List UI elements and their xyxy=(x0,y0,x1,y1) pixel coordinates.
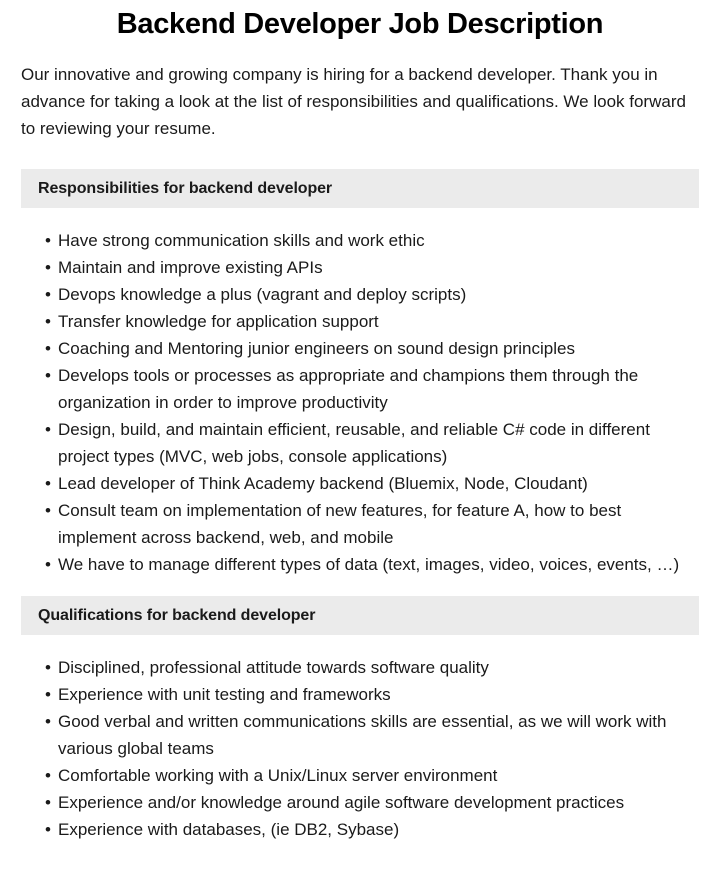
list-item-label: Have strong communication skills and work ethic xyxy=(58,231,425,250)
bullet-icon: • xyxy=(45,685,51,704)
list-item-label: Coaching and Mentoring junior engineers on sound design principles xyxy=(58,339,575,358)
bullet-icon: • xyxy=(45,474,51,493)
list-item-label: Experience with databases, (ie DB2, Sybase) xyxy=(58,820,400,839)
list-item-label: Experience with unit testing and frameworks xyxy=(58,685,391,704)
list-item xyxy=(21,281,699,308)
list-item-label: Consult team on implementation of new features, for feature A, how to best implement across backend, web, and mobile xyxy=(58,501,622,547)
section-responsibilities xyxy=(21,169,699,578)
bullet-icon: • xyxy=(45,555,51,574)
list-item-label: Transfer knowledge for application support xyxy=(58,312,379,331)
bullet-icon: • xyxy=(45,793,51,812)
bullet-icon: • xyxy=(45,231,51,250)
bullet-icon: • xyxy=(45,420,51,439)
list-item xyxy=(21,308,699,335)
list-item-label: Comfortable working with a Unix/Linux server environment xyxy=(58,766,498,785)
list-item-label: Develops tools or processes as appropriate and champions them through the organization in order to improve productivity xyxy=(58,366,639,412)
bullet-icon: • xyxy=(45,366,51,385)
list-item xyxy=(21,789,699,816)
bullet-icon: • xyxy=(45,766,51,785)
page-title: Backend Developer Job Description xyxy=(116,8,604,40)
section-heading-qualifications: Qualifications for backend developer xyxy=(21,596,699,635)
list-item-label: We have to manage different types of data (text, images, video, voices, events, …) xyxy=(58,555,680,574)
list-item xyxy=(21,762,699,789)
bullet-icon: • xyxy=(45,312,51,331)
list-item-label: Good verbal and written communications skills are essential, as we will work with various global teams xyxy=(58,712,667,758)
responsibilities-list xyxy=(21,208,699,578)
list-item-label: Maintain and improve existing APIs xyxy=(58,258,323,277)
list-item xyxy=(21,654,699,681)
list-item-label: Lead developer of Think Academy backend (Bluemix, Node, Cloudant) xyxy=(58,474,588,493)
list-item-label: Disciplined, professional attitude towards software quality xyxy=(58,658,489,677)
list-item xyxy=(21,708,699,762)
list-item xyxy=(21,416,699,470)
intro-paragraph: Our innovative and growing company is hiring for a backend developer. Thank you in advance for taking a look at the list of responsibilities and qualifications. We look forward to reviewing your resume. xyxy=(21,65,686,138)
bullet-icon: • xyxy=(45,258,51,277)
list-item xyxy=(21,335,699,362)
list-item xyxy=(21,227,699,254)
list-item-label: Devops knowledge a plus (vagrant and deploy scripts) xyxy=(58,285,467,304)
list-item xyxy=(21,254,699,281)
section-heading-responsibilities: Responsibilities for backend developer xyxy=(21,169,699,208)
list-item xyxy=(21,681,699,708)
section-qualifications xyxy=(21,596,699,843)
qualifications-list xyxy=(21,635,699,843)
list-item xyxy=(21,816,699,843)
list-item xyxy=(21,470,699,497)
bullet-icon: • xyxy=(45,285,51,304)
bullet-icon: • xyxy=(45,658,51,677)
list-item xyxy=(21,497,699,551)
list-item-label: Experience and/or knowledge around agile software development practices xyxy=(58,793,625,812)
list-item xyxy=(21,551,699,578)
list-item xyxy=(21,362,699,416)
bullet-icon: • xyxy=(45,501,51,520)
bullet-icon: • xyxy=(45,712,51,731)
bullet-icon: • xyxy=(45,820,51,839)
list-item-label: Design, build, and maintain efficient, reusable, and reliable C# code in different project types (MVC, web jobs, console applications) xyxy=(58,420,650,466)
bullet-icon: • xyxy=(45,339,51,358)
